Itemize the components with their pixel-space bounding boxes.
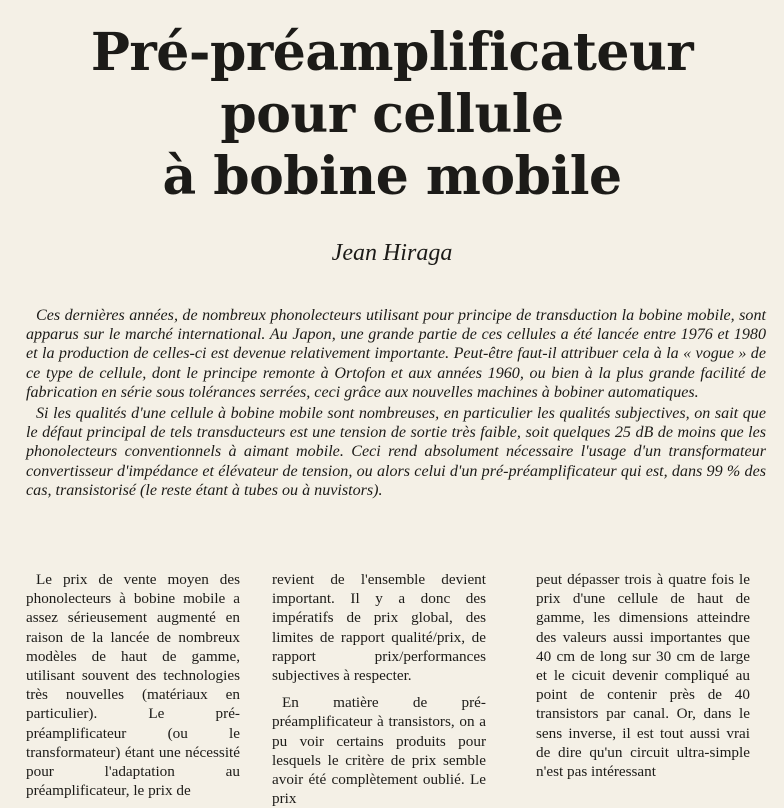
author-byline: Jean Hiraga [331, 240, 453, 266]
body-column-1 [26, 570, 240, 800]
col3-paragraph-1: peut dépasser trois à quatre fois le prix d'une cellule de haut de gamme, les dimensions atteindre des valeurs aussi importantes que 40 cm de long sur 30 cm de large et le cicuit devenir compliqué au point de contenir près de 40 transistors par canal. Or, dans le sens inverse, il est tout aussi vrai de dire qu'un circuit ultra-simple n'est pas intéressant [536, 571, 750, 781]
lead-paragraphs [26, 306, 766, 500]
body-column-2 [272, 570, 486, 808]
col2-paragraph-1: revient de l'ensemble devient important. Il y a donc des impératifs de prix global, des limites de rapport qualité/prix, de rapport prix/performances subjectives à respecter. [272, 571, 486, 685]
col2-paragraph-2: En matière de pré-préamplificateur à transistors, on a pu voir certains produits pour lesquels le critère de prix semble avoir été complètement oublié. Le prix [272, 694, 486, 808]
title-line-1: Pré-préamplificateur [90, 22, 694, 83]
lead-paragraph-1: Ces dernières années, de nombreux phonolecteurs utilisant pour principe de transduction la bobine mobile, sont apparus sur le marché international. Au Japon, une grande partie de ces cellules a été lancée entre 1976 et 1980 et la production de celles-ci est devenue relativement importante. Peut-être faut-il attribuer cela à la « vogue » de ce type de cellule, dont le principe remonte à Ortofon et aux années 1960, ou bien à la plus grande facilité de fabrication en série sous tolérances serrées, ceci grâce aux nouvelles machines à bobiner automatiques. [26, 307, 766, 401]
article-title [0, 22, 784, 208]
lead-paragraph-2: Si les qualités d'une cellule à bobine mobile sont nombreuses, en particulier les qualités subjectives, on sait que le défaut principal de tels transducteurs est une tension de sortie très faible, soit quelques 25 dB de moins que les phonolecteurs conventionnels à aimant mobile. Ceci rend absolument nécessaire l'usage d'un transformateur convertisseur d'impédance et élévateur de tension, ou alors celui d'un pré-préamplificateur qui est, dans 99 % des cas, transistorisé (le reste étant à tubes ou à nuvistors). [26, 405, 766, 499]
title-line-3: à bobine mobile [162, 146, 622, 207]
body-column-3 [536, 570, 750, 781]
col1-paragraph-1: Le prix de vente moyen des phonolecteurs à bobine mobile a assez sérieusement augmenté en raison de la lancée de nombreux modèles de haut de gamme, utilisant souvent des technologies très nouvelles (matériaux en particulier). Le pré-préamplificateur (ou le transformateur) étant une nécessité pour l'adaptation au préamplificateur, le prix de [26, 571, 240, 800]
title-line-2: pour cellule [220, 84, 564, 145]
